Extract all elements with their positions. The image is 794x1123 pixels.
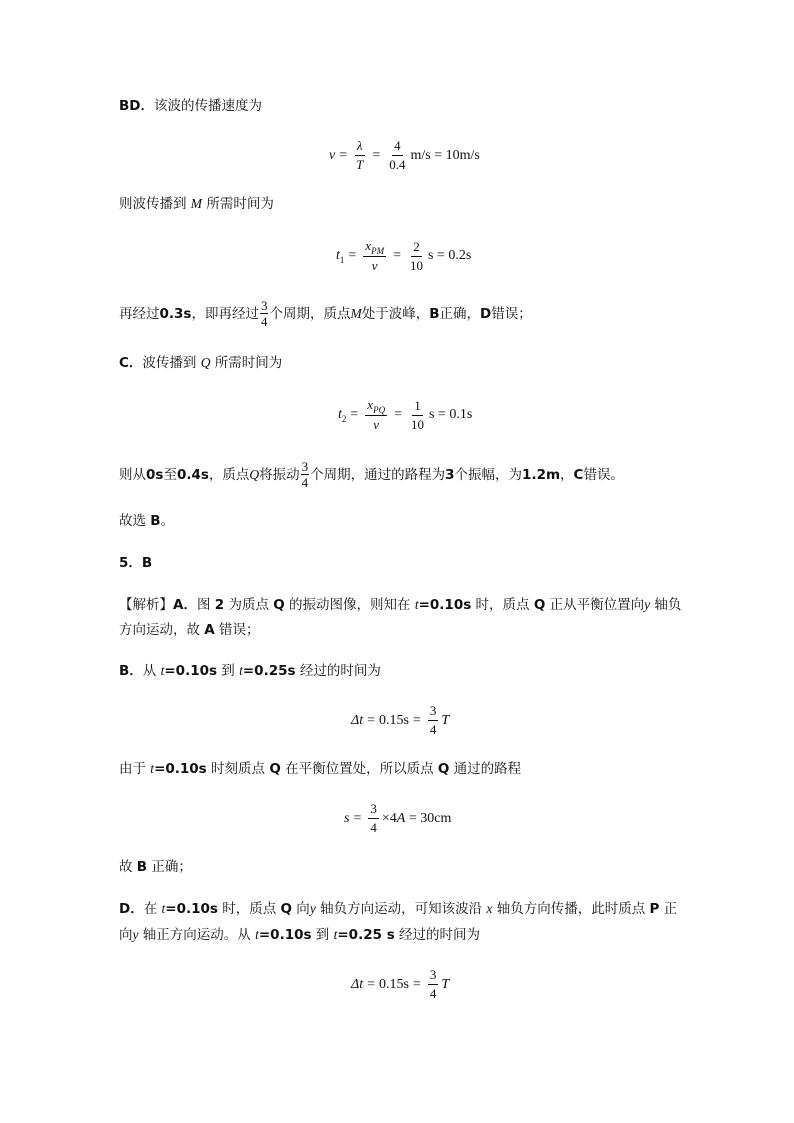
eq-op: = [372,147,381,163]
fraction: $\frac{3}{4}$ [370,801,377,835]
paragraph-analysis: 【解析】A．图 2 为质点 Q 的振动图像，则知在 t=0.10s 时，质点 Q 正从平衡位置向y 轴负 [119,597,682,613]
paragraph: 则从 0s 至 0.4s ，质点 Q 将振动 3 4 个周期，通过的路程为 3 个振幅，为 1.2m ， C 错误。 [119,459,624,490]
equation-time-m [336,238,471,274]
fraction: $\frac{3}{4}$ [429,703,437,737]
denominator: 0.4 [389,157,406,172]
equation-wave-speed [329,138,480,173]
option-label: BD． [119,98,154,114]
paragraph-answer: 故选 B。 [119,513,175,529]
paragraph: 向y 轴正方向运动。从 t=0.10s 到 t=0.25 s 经过的时间为 [119,927,481,943]
paragraph-b: B．从 t=0.10s 到 t=0.25s 经过的时间为 [119,663,381,679]
eq-var: $t_1$ [336,248,345,265]
eq-op: = [339,147,348,163]
inline-fraction: 3 4 [260,298,268,329]
text: 则波传播到 [119,196,191,212]
paragraph-bd [119,96,262,116]
paragraph-c: C．波传播到 Q 所需时间为 [119,355,283,371]
equation-time-q: $t_2$ = $\frac{x_{PQ}}{v}$ = $\frac{1}{10}$ s = 0.1s [338,397,473,432]
fraction [408,239,425,274]
equation-delta-t: Δt = 0.15s = $\frac{3}{4}$ T [351,703,450,737]
eq-rest: s = 0.2s [427,248,472,263]
question-number: 5．B [119,555,153,571]
numerator: $x_{PM}$ [365,238,385,256]
fraction: $\frac{x_{PQ}}{v}$ [367,397,386,432]
paragraph [119,194,274,214]
inline-fraction: 3 4 [301,459,309,490]
text: 所需时间为 [202,196,274,212]
paragraph: 方向运动，故 A 错误； [119,622,260,638]
math-var: M [190,196,203,211]
eq-var: $t_2$ [338,407,347,424]
paragraph: 再经过 0.3s ，即再经过 3 4 个周期，质点 M 处于波峰， B 正确， D 错误； [119,298,532,329]
eq-rest: m/s = 10m/s [410,147,480,163]
fraction: $\frac{1}{10}$ [410,397,424,432]
numerator: 4 [392,138,403,156]
eq-var: v [329,147,336,163]
fraction [363,238,386,274]
eq-op: = [348,248,357,263]
equation-path: s = $\frac{3}{4}$ ×4 A = 30cm [344,801,452,835]
paragraph: 由于 t=0.10s 时刻质点 Q 在平衡位置处，所以质点 Q 通过的路程 [119,761,522,777]
eq-op: = [393,248,401,263]
equation-delta-t-2: Δt = 0.15s = $\frac{3}{4}$ T [351,967,450,1001]
fraction: $\frac{3}{4}$ [429,967,437,1001]
text: 该波的传播速度为 [154,98,262,114]
denominator: 10 [409,257,423,273]
fraction [387,138,407,173]
fraction [354,138,365,173]
paragraph: 故 B 正确； [119,859,192,875]
paragraph-d: D．在 t=0.10s 时，质点 Q 向y 轴负方向运动，可知该波沿 x 轴负方向传播，此时质点 P 正 [119,901,678,917]
denominator: v [371,258,378,273]
numerator: λ [355,138,365,156]
denominator: T [356,157,364,172]
numerator: 2 [411,239,422,257]
